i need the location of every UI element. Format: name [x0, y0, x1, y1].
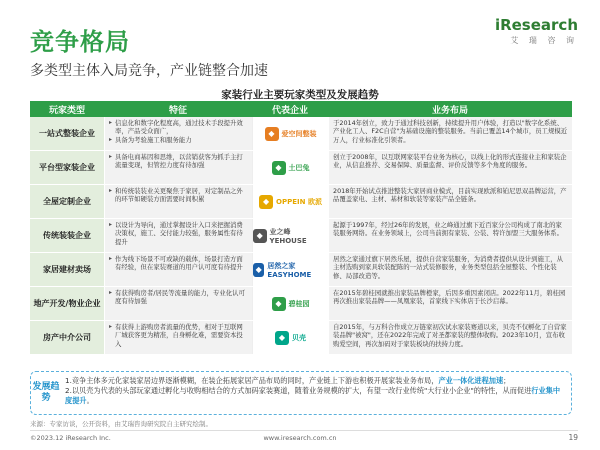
trend-label: 发展趋势 [32, 382, 60, 403]
table-row [30, 287, 572, 321]
brand-sub: 艾 瑞 咨 询 [510, 36, 578, 45]
table-row [30, 117, 572, 151]
col-header-features: 特征 [104, 101, 252, 117]
logo-icon: ◆ [253, 229, 267, 243]
trend-point-2 [65, 386, 565, 406]
company-logo [252, 321, 328, 354]
feature-item: ▸ 具备为考验施工和服务能力 [109, 136, 249, 144]
business-layout: 2018年开始试点推进整装大家居商业模式，目前实现欧派和铂尼思双品牌运营，产品覆盖家电、主材、基材和软装等家装产品全链条。 [328, 185, 572, 218]
player-type: 一站式整装企业 [30, 117, 104, 150]
company-logo [252, 151, 328, 184]
player-type: 全屋定制企业 [30, 185, 104, 218]
page-subtitle: 多类型主体入局竞争，产业链整合加速 [30, 63, 268, 79]
company-name: 居然之家 EASYHOME [267, 261, 312, 279]
logo-icon: ◆ [272, 297, 286, 311]
company-name: 业之峰 YEHOUSE [269, 227, 307, 245]
logo-mark [259, 195, 322, 209]
player-features [104, 151, 252, 184]
player-features [104, 219, 252, 252]
feature-item: ▸ 和传统装装业关更聚焦于家居，对定制品之外的环节如硬装方面需要时间积累 [109, 187, 249, 204]
player-features [104, 287, 252, 320]
company-logo [252, 287, 328, 320]
copyright: ©2023.12 iResearch Inc. [30, 434, 111, 442]
trend-box [30, 371, 572, 415]
company-name: 碧桂园 [288, 299, 310, 308]
player-type: 传统装装企业 [30, 219, 104, 252]
company-name: OPPEIN 欧派 [276, 197, 322, 206]
player-features [104, 253, 252, 286]
table-row [30, 185, 572, 219]
logo-mark [275, 331, 306, 345]
business-layout: 于2014年创立，致力于通过科技创新，持续提升用户体验，打造以"数字化系统、产业化工人、F2C自营"为基础设施的整装服务。当前已覆盖14个城市，员工规模近万人，行业标准化引领者。 [328, 117, 572, 150]
source-note: 来源：专家访谈，公开资料，由艾瑞咨询研究院自主研究绘制。 [30, 420, 212, 428]
trend-text: 。 [86, 396, 94, 405]
trend-highlight: 行业集中度提升 [65, 386, 561, 405]
col-header-company: 代表企业 [252, 101, 328, 117]
logo-mark [253, 261, 328, 279]
business-layout: 在2015年碧桂园就推出家装品牌橙家，后因多重因素闭店。2022年11月，碧桂园再次推出家装品牌——凤凰家装，首家线下实体店于长沙启幕。 [328, 287, 572, 320]
trend-text: 1.竞争主体多元化家装家居边界逐渐模糊，在装企拓展家居产品布局的同时，产业链上下游也积极开展家装业务布局， [65, 376, 439, 385]
feature-item: ▸ 以设计为导向，通过掌握设计入口来把握消费决策权，施工、交付能力较强，服务属性有待提升 [109, 221, 249, 246]
site-url: www.iresearch.com.cn [263, 434, 337, 442]
logo-icon: ◆ [265, 127, 279, 141]
feature-item: ▸ 作为线下场景不可或缺的载体，场景打造方面有经验，但在家装赛道的用户认可度有待提升 [109, 255, 249, 272]
player-type: 地产开发/物业企业 [30, 287, 104, 320]
company-logo [252, 253, 328, 286]
company-name: 土巴兔 [288, 163, 310, 172]
table-header [30, 101, 572, 117]
company-logo [252, 185, 328, 218]
logo-icon: ◆ [259, 195, 273, 209]
feature-item: ▸ 信息化和数字化程度高，通过技术手段提升效率，产品受众面广， [109, 119, 249, 136]
business-layout: 自2015年，与万科合作成立万链家初次试水家装赛道以来，贝壳不仅孵化了自营家装品牌"被窝"，还在2022年完成了对圣都家装的整体收购。2023年10月，宣布收购爱空间，再次加码对于家装板块的扶持力度。 [328, 321, 572, 354]
logo-icon: ◆ [275, 331, 289, 345]
table-row [30, 151, 572, 185]
col-header-type: 玩家类型 [30, 101, 104, 117]
brand [495, 16, 578, 46]
player-features [104, 117, 252, 150]
brand-logo: iResearch [494, 16, 578, 34]
logo-mark [272, 161, 310, 175]
player-type: 家居建材卖场 [30, 253, 104, 286]
business-layout: 起源于1997年，经过26年的发展，业之峰通过旗下近百家分公司构成了南北的家装服务网络。在业务领域上，公司当前拥有家装、公装、特许加盟三大服务体系。 [328, 219, 572, 252]
feature-item: ▸ 有获得购房者/居民等流量的能力，专业化认可度有待加强 [109, 289, 249, 306]
table-title: 家装行业主要玩家类型及发展趋势 [221, 89, 379, 101]
player-type: 平台型家装企业 [30, 151, 104, 184]
table-row [30, 321, 572, 355]
page-number: 19 [568, 433, 578, 442]
logo-mark [253, 227, 328, 245]
player-features [104, 185, 252, 218]
col-header-layout: 业务布局 [328, 101, 572, 117]
player-features [104, 321, 252, 354]
page-title: 竞争格局 [30, 28, 130, 56]
company-name: 爱空间整装 [281, 129, 317, 138]
logo-icon: ◆ [253, 263, 264, 277]
logo-mark [265, 127, 317, 141]
company-name: 贝壳 [292, 333, 306, 342]
business-layout: 创立于2008年，以互联网家装平台业务为核心，以线上化的形式连接业主和家装企业，从信息推荐、交易保障、质量监督、评价反馈等多个角度的服务。 [328, 151, 572, 184]
trend-text: 2.以贝壳为代表的头部玩家通过孵化与收购相结合的方式加码家装赛道，随着业务规模的扩大，有望一改行业传统"大行业小企业"的特性，从而促进 [65, 386, 532, 395]
company-logo [252, 117, 328, 150]
trend-text: ； [503, 376, 511, 385]
feature-item: ▸ 有获得上游购房者流量的优势，相对于互联网厂城获客更为精准，自身孵化难，需要资本投入 [109, 323, 249, 348]
trend-body [61, 372, 571, 414]
logo-mark [272, 297, 310, 311]
trend-highlight: 产业一体化进程加速 [438, 376, 504, 385]
trend-point-1 [65, 376, 565, 386]
footer-divider [30, 430, 578, 431]
table-row [30, 219, 572, 253]
business-layout: 居然之家通过旗下居然乐屋，提供自营家装服务，为消费者提供从设计到施工，从主材选购到家具软装配陈的一站式装修服务，业务类型包括全屋整装、个性化装修、局部改造等。 [328, 253, 572, 286]
players-table [30, 101, 572, 355]
table-row [30, 253, 572, 287]
logo-icon: ◆ [272, 161, 286, 175]
player-type: 房产中介公司 [30, 321, 104, 354]
company-logo [252, 219, 328, 252]
feature-item: ▸ 具备电商基因和思维，以营销获客为抓手主打流量变现，但管控力度有待加强 [109, 153, 249, 170]
